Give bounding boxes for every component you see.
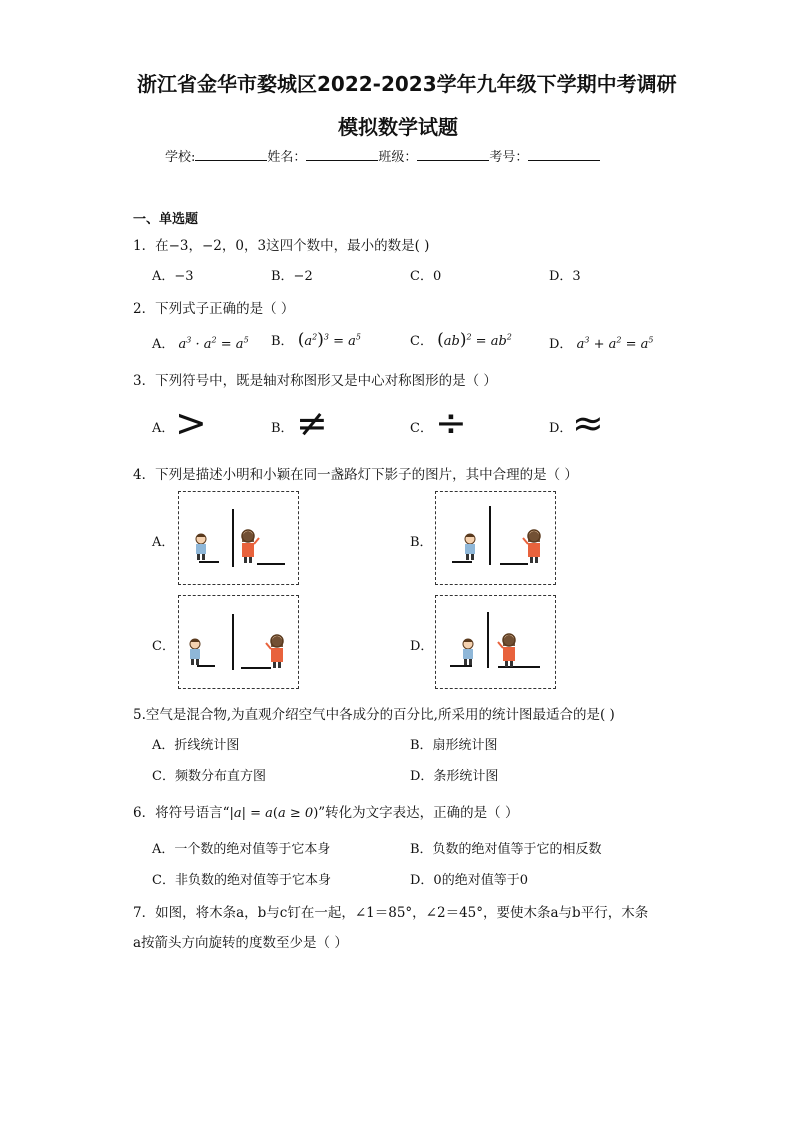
lamp-shadow-scene-c [179, 596, 300, 690]
q2-formula-b: $(a^2)^3 = a^5$ [297, 330, 361, 350]
q7-stem-line1: 7．如图，将木条a，b与c钉在一起，∠1＝85°，∠2＝45°，要使木条a与b平行，木条 [133, 905, 649, 921]
q1-option-a: A．−3 [152, 269, 194, 284]
student-info-row [165, 146, 600, 165]
q5-stem: 5.空气是混合物,为直观介绍空气中各成分的百分比,所采用的统计图最适合的是( ) [133, 707, 615, 723]
q2-option-d [549, 333, 653, 352]
q6-stem [133, 801, 518, 821]
q7-stem-line2: a按箭头方向旋转的度数至少是（ ） [133, 935, 348, 951]
page-title-line2: 模拟数学试题 [338, 115, 458, 139]
q6-option-a: A．一个数的绝对值等于它本身 [152, 842, 331, 857]
q3-label-b: B． [271, 421, 294, 436]
class-label: 班级： [378, 150, 418, 165]
q4-label-d: D． [410, 639, 434, 654]
q3-label-d: D． [549, 421, 573, 436]
name-blank[interactable] [306, 148, 378, 161]
q4-label-b: B． [410, 535, 433, 550]
q3-label-a: A． [152, 421, 175, 436]
q5-option-b: B．扇形统计图 [410, 738, 498, 753]
q2-option-c [410, 330, 512, 350]
q4-figure-a [178, 491, 299, 585]
number-blank[interactable] [528, 148, 600, 161]
name-label: 姓名： [267, 150, 307, 165]
number-label: 考号： [489, 150, 529, 165]
lamp-shadow-scene-d [436, 596, 557, 690]
greater-than-symbol: > [175, 401, 207, 445]
q2-option-a [152, 333, 249, 352]
q2-formula-d: $a^3 + a^2 = a^5$ [576, 335, 654, 352]
q3-stem: 3．下列符号中，既是轴对称图形又是中心对称图形的是（ ） [133, 373, 497, 389]
approx-equal-symbol: ≈ [572, 401, 604, 445]
q3-label-c: C． [410, 421, 433, 436]
girl-figure [523, 530, 540, 563]
q4-label-c: C． [152, 639, 175, 654]
lamp-shadow-scene-a [179, 492, 300, 586]
q6-option-d: D．0的绝对值等于0 [410, 873, 528, 888]
q5-option-a: A．折线统计图 [152, 738, 240, 753]
girl-figure [266, 635, 283, 668]
q4-figure-b [435, 491, 556, 585]
q6-stem-pre: 6．将符号语言“ [133, 805, 230, 821]
q1-option-b: B．−2 [271, 269, 313, 284]
q2-label-a: A． [152, 337, 175, 352]
q4-figure-c [178, 595, 299, 689]
q4-figure-d [435, 595, 556, 689]
q6-option-b: B．负数的绝对值等于它的相反数 [410, 842, 602, 857]
q2-formula-c: $(ab)^2 = ab^2$ [437, 330, 512, 350]
q2-label-c: C． [410, 334, 433, 349]
q4-label-a: A． [152, 535, 175, 550]
q2-option-b [271, 330, 361, 350]
q4-stem: 4．下列是描述小明和小颖在同一盏路灯下影子的图片，其中合理的是（ ） [133, 467, 578, 483]
q2-stem: 2．下列式子正确的是（ ） [133, 301, 295, 317]
q2-formula-a: $a^3 \cdot a^2 = a^5$ [178, 335, 249, 352]
q1-option-d: D．3 [549, 269, 581, 284]
q6-option-c: C．非负数的绝对值等于它本身 [152, 873, 331, 888]
girl-figure [242, 530, 259, 563]
school-blank[interactable] [195, 148, 267, 161]
class-blank[interactable] [417, 148, 489, 161]
divide-symbol: ÷ [435, 401, 467, 445]
q2-label-d: D． [549, 337, 573, 352]
q2-label-b: B． [271, 334, 294, 349]
not-equal-symbol: ≠ [296, 401, 328, 445]
girl-figure [498, 634, 515, 667]
boy-figure [465, 534, 475, 560]
section-title: 一、单选题 [133, 212, 199, 227]
q6-formula: |a| = a(a ≥ 0) [229, 806, 319, 821]
q1-stem: 1．在−3，−2，0，3这四个数中，最小的数是( ) [133, 238, 430, 254]
page-title-line1: 浙江省金华市婺城区2022-2023学年九年级下学期中考调研 [137, 72, 677, 96]
lamp-shadow-scene-b [436, 492, 557, 586]
q5-option-c: C．频数分布直方图 [152, 769, 266, 784]
boy-figure [190, 639, 200, 665]
boy-figure [196, 534, 206, 560]
q5-option-d: D．条形统计图 [410, 769, 499, 784]
q1-option-c: C．0 [410, 269, 442, 284]
school-label: 学校: [165, 150, 196, 165]
boy-figure [463, 639, 473, 665]
q6-stem-post: ”转化为文字表达，正确的是（ ） [318, 805, 519, 821]
